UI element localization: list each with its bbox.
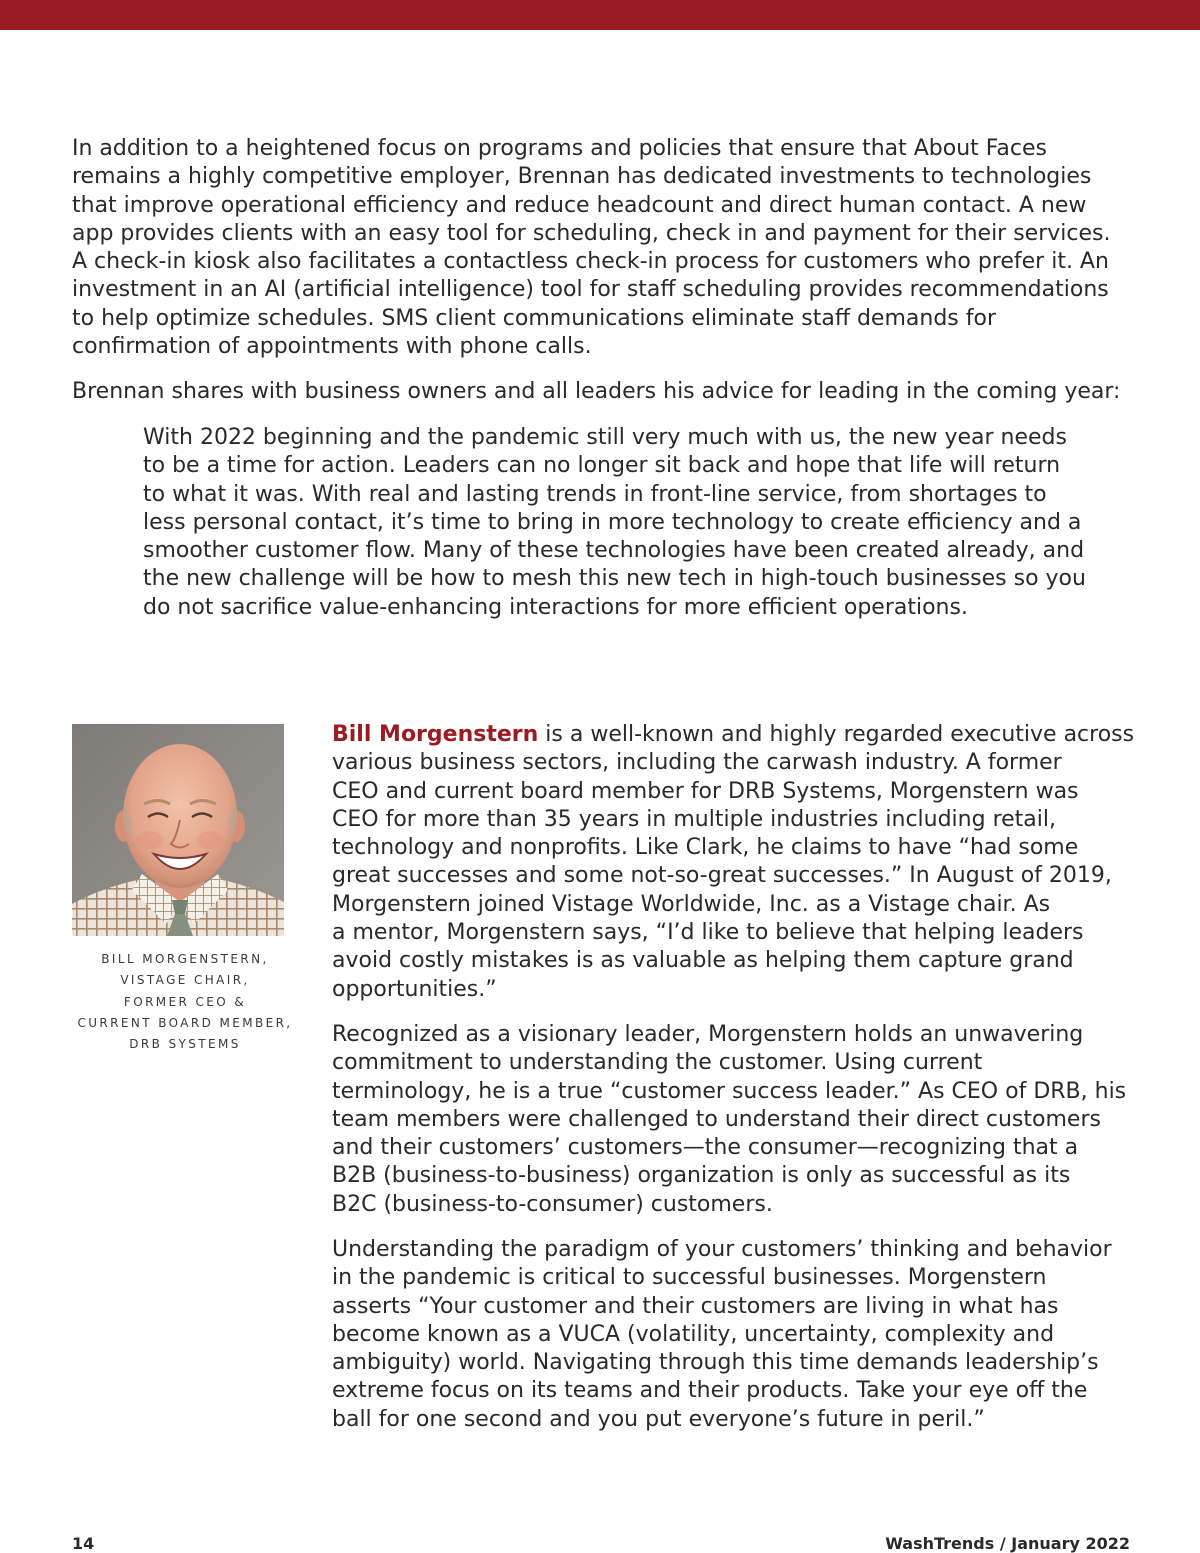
bio-paragraph-line: great successes and some not-so-great successes.” In August of 2019, <box>332 863 1112 889</box>
bio-paragraph-line: a mentor, Morgenstern says, “I’d like to believe that helping leaders <box>332 920 1084 946</box>
bio-paragraph-line: commitment to understanding the customer. Using current <box>332 1050 983 1076</box>
photo-caption-line: CURRENT BOARD MEMBER, <box>77 1015 293 1030</box>
bio-paragraph-line: CEO for more than 35 years in multiple industries including retail, <box>332 806 1056 832</box>
bio-paragraph-line: become known as a VUCA (volatility, uncertainty, complexity and <box>332 1321 1055 1347</box>
intro-paragraph-line: confirmation of appointments with phone calls. <box>72 334 592 360</box>
bio-paragraph-1 <box>332 721 1134 1004</box>
bio-paragraph-line: extreme focus on its teams and their products. Take your eye off the <box>332 1378 1088 1404</box>
bio-paragraph-line: and their customers’ customers—the consumer—recognizing that a <box>332 1135 1079 1161</box>
bio-paragraph-3 <box>332 1236 1112 1434</box>
bio-paragraph-line: ball for one second and you put everyone’s future in peril.” <box>332 1406 985 1432</box>
bio-paragraph-1-body <box>332 749 1134 1004</box>
intro-paragraph-line: investment in an AI (artificial intelligence) tool for staff scheduling provides recommendations <box>72 277 1109 303</box>
intro-paragraph-line: remains a highly competitive employer, Brennan has dedicated investments to technologies <box>72 164 1092 190</box>
portrait-illustration <box>72 724 284 936</box>
bio-paragraph-line: Understanding the paradigm of your customers’ thinking and behavior <box>332 1237 1112 1262</box>
bio-paragraph-line: Morgenstern joined Vistage Worldwide, Inc. as a Vistage chair. As <box>332 891 1051 917</box>
bio-paragraph-line: B2C (business-to-consumer) customers. <box>332 1191 773 1217</box>
block-quote <box>143 424 1086 622</box>
bio-paragraph-line: avoid costly mistakes is as valuable as helping them capture grand <box>332 948 1074 974</box>
left-cheek <box>137 831 163 849</box>
bio-paragraph-line: technology and nonprofits. Like Clark, he claims to have “had some <box>332 835 1079 861</box>
advice-intro-line: Brennan shares with business owners and all leaders his advice for leading in the coming year: <box>72 379 1121 404</box>
bio-paragraph-line: terminology, he is a true “customer success leader.” As CEO of DRB, his <box>332 1078 1127 1104</box>
block-quote-line: do not sacrifice value-enhancing interactions for more efficient operations. <box>143 594 968 620</box>
intro-paragraph-line: app provides clients with an easy tool for scheduling, check in and payment for their services. <box>72 220 1111 246</box>
bio-paragraph-line: in the pandemic is critical to successful businesses. Morgenstern <box>332 1265 1047 1291</box>
bio-paragraph-line: various business sectors, including the carwash industry. A former <box>332 750 1062 776</box>
intro-paragraph-line: In addition to a heightened focus on programs and policies that ensure that About Faces <box>72 136 1047 161</box>
block-quote-line: smoother customer flow. Many of these technologies have been created already, and <box>143 538 1085 564</box>
advice-intro-paragraph <box>72 378 1120 406</box>
photo-caption-line: DRB SYSTEMS <box>129 1037 241 1052</box>
intro-paragraph-line: that improve operational efficiency and reduce headcount and direct human contact. A new <box>72 192 1087 218</box>
photo-caption-line: VISTAGE CHAIR, <box>120 973 250 988</box>
page-number: 14 <box>72 1534 95 1553</box>
bio-paragraph-line: opportunities.” <box>332 976 497 1002</box>
intro-paragraph-line: A check-in kiosk also facilitates a contactless check-in process for customers who prefer it. An <box>72 249 1109 275</box>
right-cheek <box>197 831 223 849</box>
bio-paragraph-line: asserts “Your customer and their customers are living in what has <box>332 1293 1059 1319</box>
block-quote-line: less personal contact, it’s time to bring in more technology to create efficiency and a <box>143 509 1082 535</box>
block-quote-line: to be a time for action. Leaders can no longer sit back and hope that life will return <box>143 453 1061 479</box>
photo-caption-line: FORMER CEO & <box>123 994 247 1009</box>
bio-paragraph-line: CEO and current board member for DRB Systems, Morgenstern was <box>332 778 1079 804</box>
photo-caption <box>72 949 298 1055</box>
bio-paragraph-line <box>332 721 1134 749</box>
block-quote-line: to what it was. With real and lasting trends in front-line service, from shortages to <box>143 481 1047 507</box>
bio-paragraph-line: Recognized as a visionary leader, Morgenstern holds an unwavering <box>332 1022 1084 1047</box>
block-quote-line: With 2022 beginning and the pandemic still very much with us, the new year needs <box>143 425 1067 450</box>
bio-paragraph-2 <box>332 1021 1126 1219</box>
bio-paragraph-line: ambiguity) world. Navigating through this time demands leadership’s <box>332 1350 1099 1376</box>
block-quote-line: the new challenge will be how to mesh this new tech in high-touch businesses so you <box>143 566 1086 592</box>
photo-caption-line: BILL MORGENSTERN, <box>101 952 269 966</box>
portrait-photo <box>72 724 284 936</box>
bio-lead-text: is a well-known and highly regarded executive across <box>538 722 1135 747</box>
publication-footer: WashTrends / January 2022 <box>885 1534 1130 1553</box>
bio-paragraph-line: B2B (business-to-business) organization is only as successful as its <box>332 1163 1071 1189</box>
intro-paragraph-line: to help optimize schedules. SMS client communications eliminate staff demands for <box>72 305 996 331</box>
bio-paragraph-line: team members were challenged to understand their direct customers <box>332 1106 1101 1132</box>
intro-paragraph <box>72 135 1110 361</box>
author-name: Bill Morgenstern <box>332 722 539 747</box>
header-accent-bar <box>0 0 1200 30</box>
